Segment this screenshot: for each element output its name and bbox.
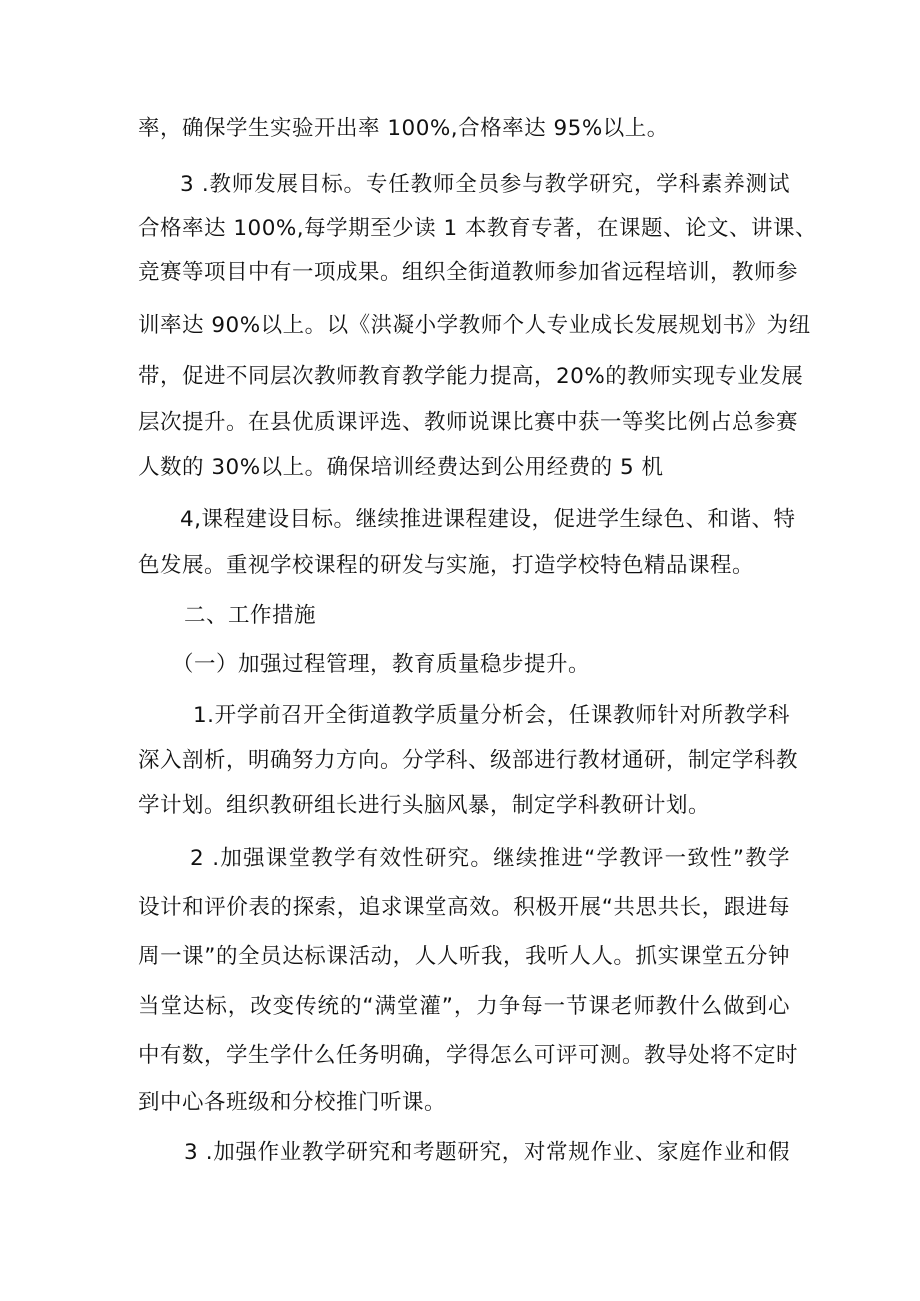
text-line-8: 人数的 30%以上。确保培训经费达到公用经费的 5 机 <box>138 455 664 480</box>
text-line-4: 竞赛等项目中有一项成果。组织全街道教师参加省远程培训，教师参 <box>138 260 799 285</box>
text-line-10: 色发展。重视学校课程的研发与实施，打造学校特色精品课程。 <box>138 553 755 578</box>
text-line-14: 深入剖析，明确努力方向。分学科、级部进行教材通研，制定学科教 <box>138 748 799 773</box>
text-line-5: 训率达 90%以上。以《洪凝小学教师个人专业成长发展规划书》为纽 <box>138 313 811 338</box>
subsection-heading: （一）加强过程管理，教育质量稳步提升。 <box>172 652 591 677</box>
text-line-7: 层次提升。在县优质课评选、教师说课比赛中获一等奖比例占总参赛 <box>138 410 799 435</box>
text-line-13: 1.开学前召开全街道教学质量分析会，任课教师针对所教学科 <box>193 703 790 728</box>
text-line-18: 周一课”的全员达标课活动，人人听我，我听人人。抓实课堂五分钟 <box>138 944 790 969</box>
text-line-6: 带，促进不同层次教师教育教学能力提高，20%的教师实现专业发展 <box>138 364 804 389</box>
text-line-17: 设计和评价表的探索，追求课堂高效。积极开展“共思共长，跟进每 <box>138 895 790 920</box>
section-heading: 二、工作措施 <box>184 603 317 628</box>
text-line-22: 3 .加强作业教学研究和考题研究，对常规作业、家庭作业和假 <box>184 1140 790 1165</box>
text-line-15: 学计划。组织教研组长进行头脑风暴，制定学科教研计划。 <box>138 793 711 818</box>
text-line-16: 2 .加强课堂教学有效性研究。继续推进“学教评一致性”教学 <box>190 846 790 871</box>
text-line-19: 当堂达标，改变传统的“满堂灌”，力争每一节课老师教什么做到心 <box>138 994 790 1019</box>
text-line-2: 3 .教师发展目标。专任教师全员参与教学研究，学科素养测试 <box>180 172 790 197</box>
text-line-20: 中有数，学生学什么任务明确，学得怎么可评可测。教导处将不定时 <box>138 1043 799 1068</box>
text-line-21: 到中心各班级和分校推门听课。 <box>138 1090 447 1115</box>
text-line-1: 率，确保学生实验开出率 100%,合格率达 95%以上。 <box>138 116 669 141</box>
text-line-9: 4,课程建设目标。继续推进课程建设，促进学生绿色、和谐、特 <box>180 507 796 532</box>
text-line-3: 合格率达 100%,每学期至少读 1 本教育专著，在课题、论文、讲课、 <box>138 216 817 241</box>
